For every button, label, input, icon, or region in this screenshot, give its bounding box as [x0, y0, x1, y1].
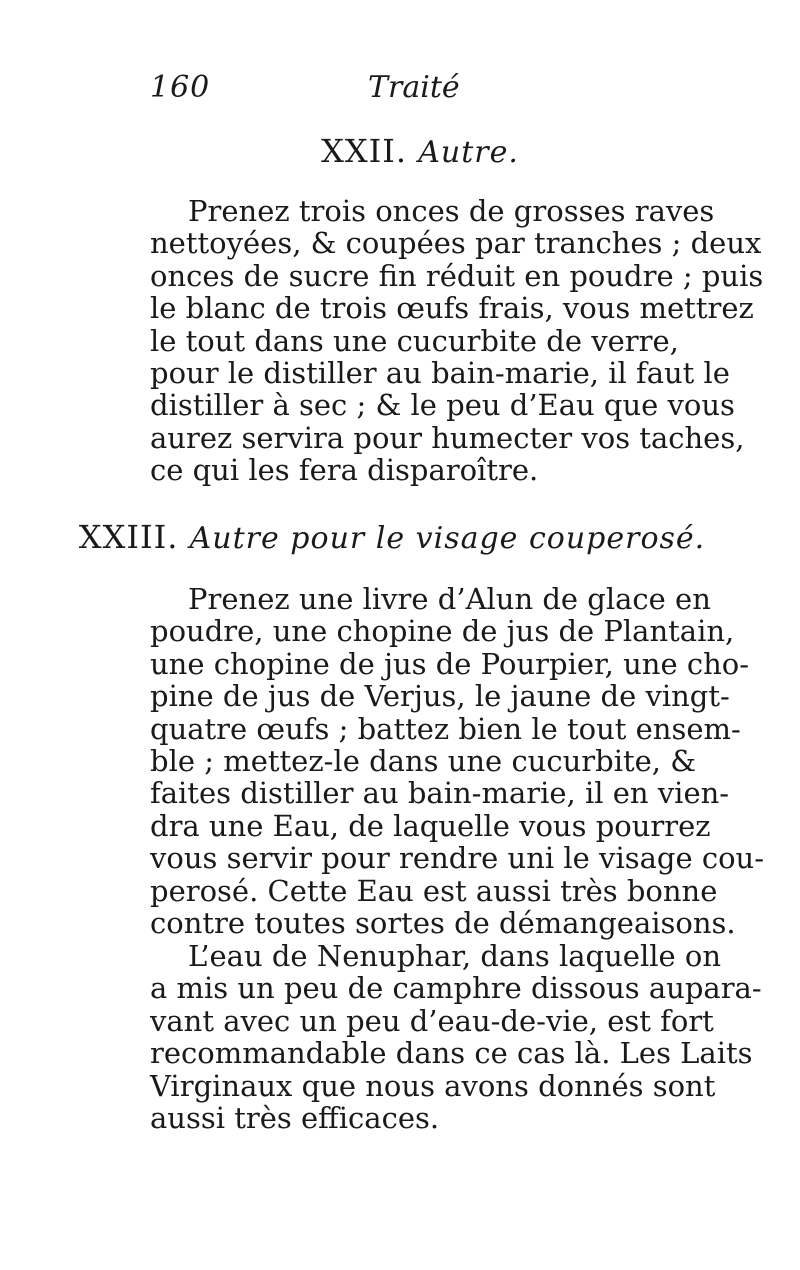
section-xxiii-paragraph-2: [150, 939, 762, 1136]
section-number: XXII.: [321, 132, 408, 170]
text-line: le tout dans une cucurbite de verre,: [150, 323, 679, 358]
running-head: [150, 70, 670, 110]
text-line: ble ; mettez-le dans une cucurbite, &: [150, 744, 697, 779]
section-subtitle: Autre pour le visage couperosé.: [189, 521, 706, 556]
text-line: Prenez une livre d’Alun de glace en: [188, 582, 711, 616]
text-line: une chopine de jus de Pourpier, une cho-: [150, 646, 750, 681]
section-xxii-paragraph: [150, 194, 764, 488]
text-line: perosé. Cette Eau est aussi très bonne: [150, 873, 718, 908]
text-line: vant avec un peu d’eau-de-vie, est fort: [150, 1003, 714, 1038]
section-number: XXIII.: [78, 518, 179, 556]
text-line: onces de sucre fin réduit en poudre ; puis: [150, 258, 764, 293]
text-line: le blanc de trois œufs frais, vous mettrez: [150, 291, 754, 326]
text-line: Virginaux que nous avons donnés sont: [150, 1068, 716, 1103]
page-number: 160: [150, 70, 211, 105]
text-line: dra une Eau, de laquelle vous pourrez: [150, 808, 711, 843]
text-line: nettoyées, & coupées par tranches ; deux: [150, 226, 762, 261]
text-line: vous servir pour rendre uni le visage cou-: [150, 841, 765, 876]
text-line: distiller à sec ; & le peu d’Eau que vous: [150, 388, 735, 423]
text-line: contre toutes sortes de démangeaisons.: [150, 906, 736, 941]
running-title: Traité: [368, 70, 460, 105]
text-line: quatre œufs ; battez bien le tout ensem-: [150, 711, 741, 746]
text-line: Prenez trois onces de grosses raves: [188, 194, 715, 228]
text-line: recommandable dans ce cas là. Les Laits: [150, 1036, 753, 1071]
text-line: aussi très efficaces.: [150, 1101, 440, 1136]
section-subtitle: Autre.: [418, 135, 519, 170]
text-line: a mis un peu de camphre dissous aupara-: [150, 971, 762, 1006]
text-line: faites distiller au bain-marie, il en vien-: [150, 776, 730, 811]
text-line: pour le distiller au bain-marie, il faut le: [150, 356, 730, 391]
text-line: L’eau de Nenuphar, dans laquelle on: [188, 939, 722, 973]
text-line: pine de jus de Verjus, le jaune de vingt-: [150, 679, 730, 714]
section-xxiii-paragraph-1: [150, 582, 765, 941]
text-line: poudre, une chopine de jus de Plantain,: [150, 614, 735, 649]
text-line: ce qui les fera disparoître.: [150, 453, 539, 488]
section-heading-xxiii: [0, 518, 792, 556]
text-line: aurez servira pour humecter vos taches,: [150, 420, 745, 455]
section-heading-xxii: [20, 132, 800, 170]
